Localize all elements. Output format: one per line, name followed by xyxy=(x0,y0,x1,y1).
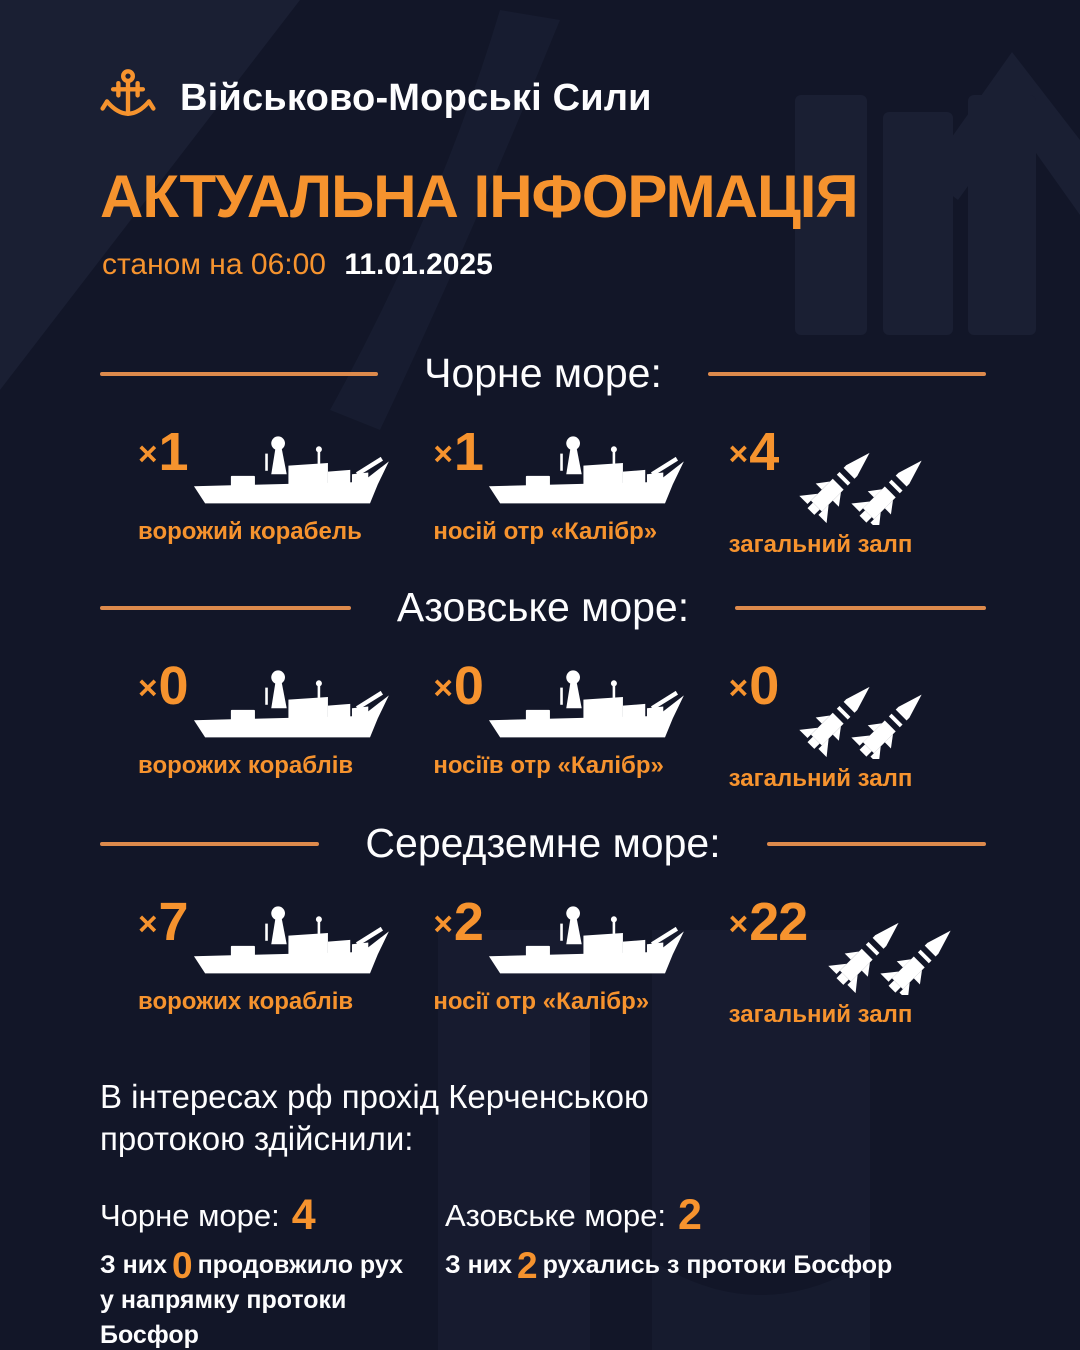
navy-anchor-trident-icon xyxy=(100,68,156,128)
org-name: Військово-Морські Сили xyxy=(180,76,652,119)
kerch-sea-count: 2 xyxy=(677,1190,702,1239)
stat-count: ×4 xyxy=(728,422,779,482)
stat-label: ворожих кораблів xyxy=(138,988,354,1015)
stats-row xyxy=(100,422,986,559)
section-header xyxy=(100,820,986,867)
stat-total-salvo xyxy=(691,892,986,1029)
divider-line xyxy=(708,372,986,376)
divider-line xyxy=(767,842,986,846)
stat-enemy-ships xyxy=(100,892,395,1029)
stat-label: ворожий корабель xyxy=(138,518,362,545)
stat-enemy-ships xyxy=(100,422,395,559)
divider-line xyxy=(735,606,986,610)
kerch-sea-label: Азовське море: xyxy=(445,1197,666,1233)
stat-kalibr-carriers xyxy=(395,892,690,1029)
warship-icon xyxy=(487,903,685,982)
divider-line xyxy=(100,842,319,846)
kerch-note-count: 0 xyxy=(171,1244,193,1286)
stat-count: ×1 xyxy=(433,422,483,482)
stat-enemy-ships xyxy=(100,656,395,793)
section-title: Азовське море: xyxy=(396,584,690,630)
kerch-heading: В інтересах рф прохід Керченською протокою здійснили: xyxy=(100,1078,649,1157)
missiles-icon xyxy=(774,417,924,525)
stat-count: ×0 xyxy=(138,656,188,716)
stat-label: носіїв отр «Калібр» xyxy=(433,752,664,779)
kerch-note-count: 2 xyxy=(516,1244,538,1286)
kerch-sea-line xyxy=(100,1190,445,1239)
kerch-black-sea-column xyxy=(100,1190,445,1350)
kerch-strait-block xyxy=(100,1076,990,1350)
kerch-note: З них 2 рухались з протоки Босфор xyxy=(445,1244,893,1286)
stat-label: ворожих кораблів xyxy=(138,752,354,779)
missiles-icon xyxy=(803,887,953,995)
stat-count: ×0 xyxy=(728,656,779,716)
stat-kalibr-carriers xyxy=(395,422,690,559)
section-header xyxy=(100,584,986,631)
divider-line xyxy=(100,606,351,610)
warship-icon xyxy=(487,667,685,746)
warship-icon xyxy=(192,433,390,512)
report-date: 11.01.2025 xyxy=(344,248,493,281)
missiles-icon xyxy=(774,651,924,759)
page-title: АКТУАЛЬНА ІНФОРМАЦІЯ xyxy=(100,163,858,230)
kerch-sea-count: 4 xyxy=(291,1190,316,1239)
header-brand xyxy=(100,68,652,128)
stat-label: носії отр «Калібр» xyxy=(433,988,650,1015)
kerch-sea-line xyxy=(445,1190,990,1239)
section-azov-sea xyxy=(100,584,986,793)
kerch-note: З них 0 продовжило рух у напрямку протоки Босфор xyxy=(100,1244,403,1349)
kerch-sea-label: Чорне море: xyxy=(100,1197,280,1233)
stat-label: загальний залп xyxy=(728,765,913,792)
section-black-sea xyxy=(100,350,986,559)
section-title: Чорне море: xyxy=(424,350,662,396)
stat-count: ×2 xyxy=(433,892,483,952)
stat-count: ×7 xyxy=(138,892,188,952)
divider-line xyxy=(100,372,378,376)
kerch-azov-sea-column xyxy=(445,1190,990,1350)
stat-kalibr-carriers xyxy=(395,656,690,793)
stat-count: ×1 xyxy=(138,422,188,482)
section-title: Середземне море: xyxy=(365,820,721,866)
stat-count: ×0 xyxy=(433,656,483,716)
stat-label: загальний залп xyxy=(728,1001,913,1028)
warship-icon xyxy=(192,667,390,746)
stat-label: носій отр «Калібр» xyxy=(433,518,658,545)
stats-row xyxy=(100,656,986,793)
warship-icon xyxy=(192,903,390,982)
stat-count: ×22 xyxy=(728,892,808,952)
as-of-label: станом на 06:00 xyxy=(102,248,326,281)
stat-label: загальний залп xyxy=(728,531,913,558)
stat-total-salvo xyxy=(691,422,986,559)
section-header xyxy=(100,350,986,397)
warship-icon xyxy=(487,433,685,512)
as-of-line xyxy=(102,248,493,282)
section-mediterranean-sea xyxy=(100,820,986,1029)
stats-row xyxy=(100,892,986,1029)
stat-total-salvo xyxy=(691,656,986,793)
